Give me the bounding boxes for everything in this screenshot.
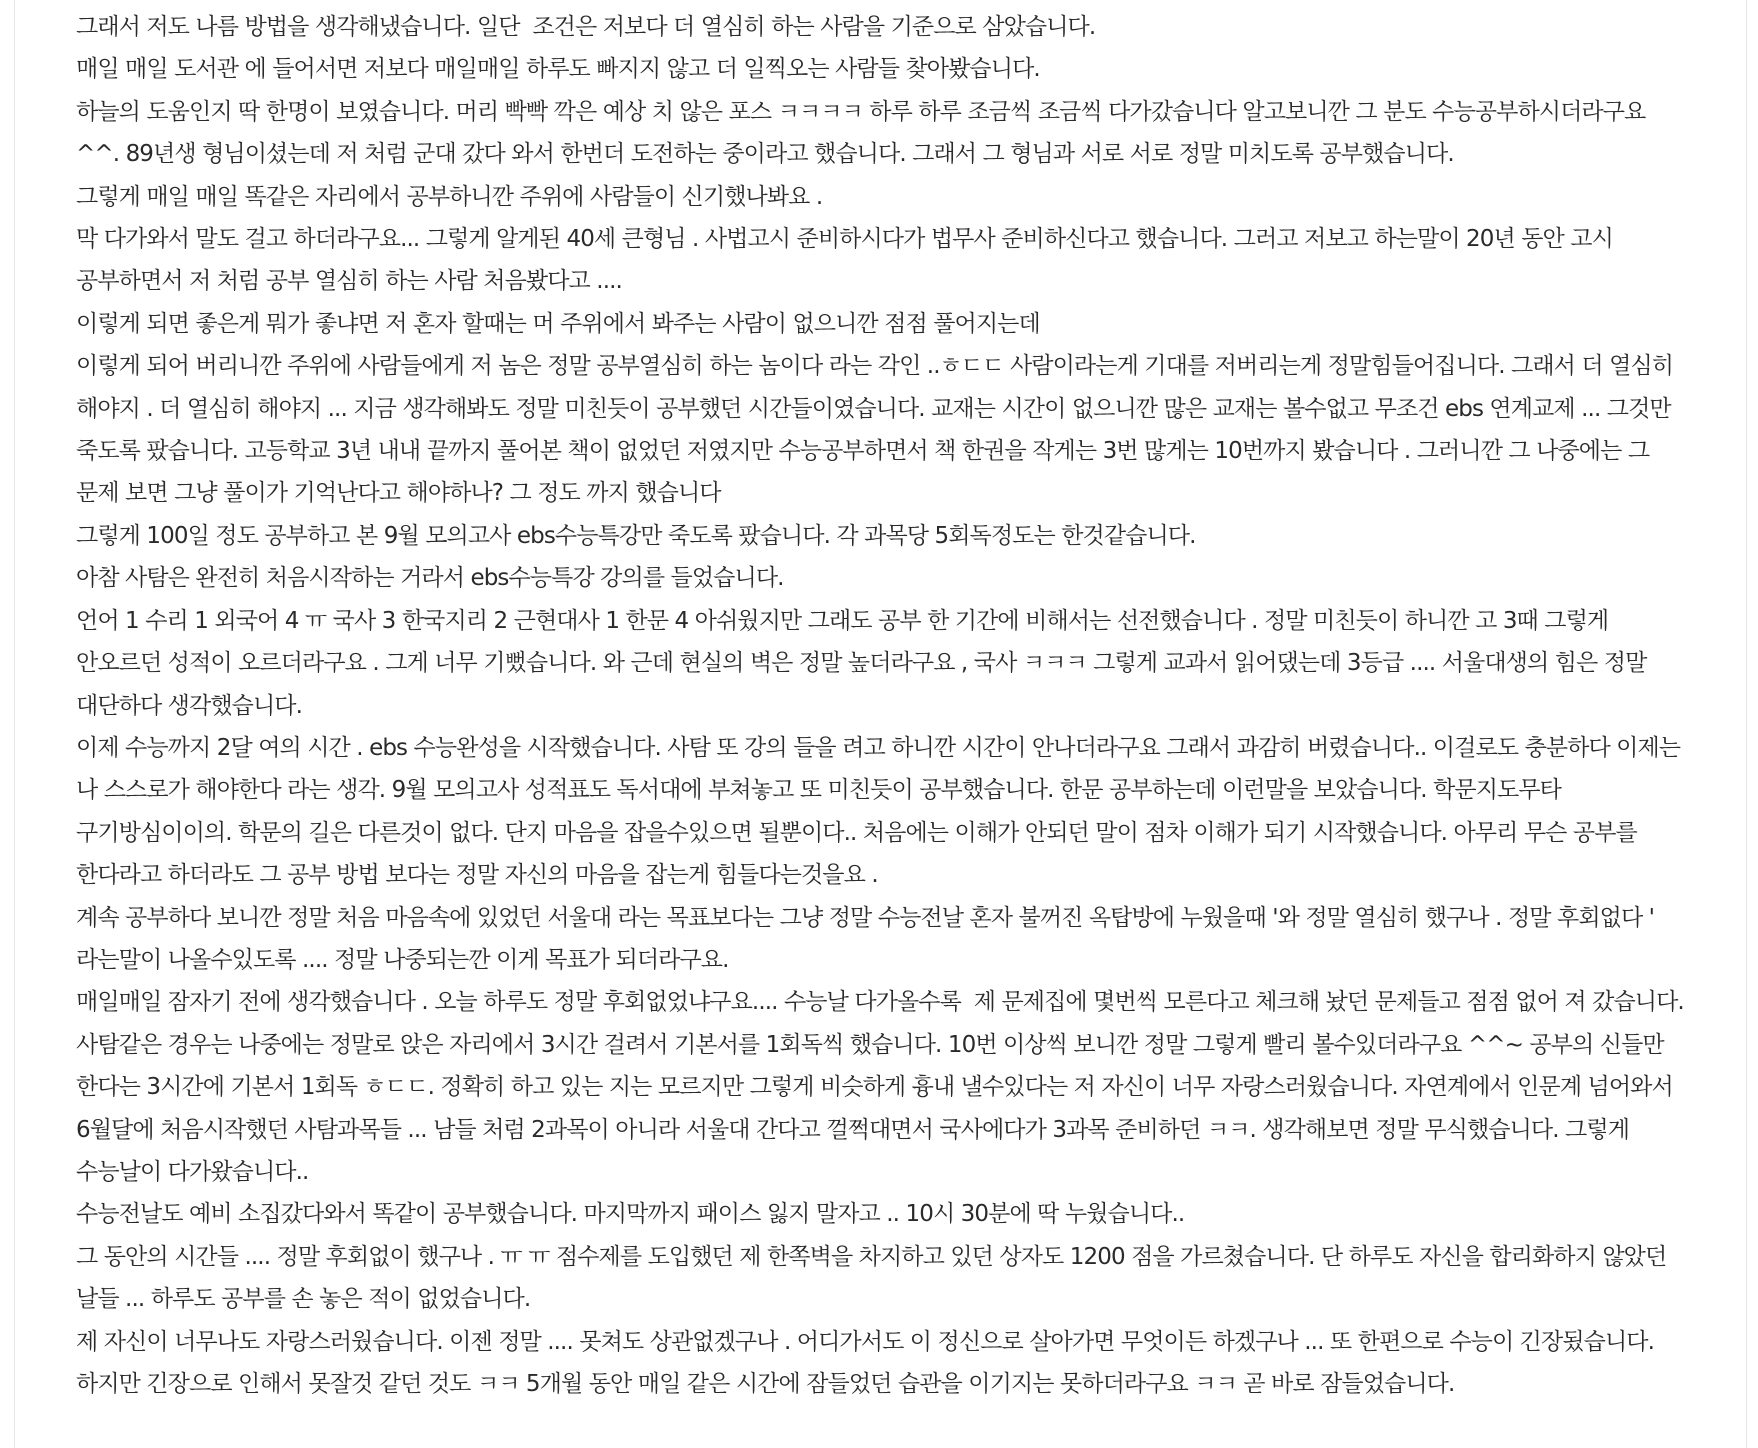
left-border-line — [14, 0, 15, 1448]
paragraph: 하늘의 도움인지 딱 한명이 보였습니다. 머리 빡빡 깍은 예상 치 않은 포스 ㅋㅋㅋㅋ 하루 하루 조금씩 조금씩 다가갔습니다 알고보니깐 그 분도 수능공부하시더라구요 ^^. 89년생 형님이셨는데 저 처럼 군대 갔다 와서 한번더 도전하는 중이라고 했습니다. 그래서 그 형님과 서로 서로 정말 미치도록 공부했습니다. — [76, 98, 1652, 168]
paragraph: 매일매일 잠자기 전에 생각했습니다 . 오늘 하루도 정말 후회없었냐구요.... 수능날 다가올수록 제 문제집에 몇번씩 모른다고 체크해 놨던 문제들고 점점 없어 져 갔습니다. 사탐같은 경우는 나중에는 정말로 앉은 자리에서 3시간 걸려서 기본서를 1회독씩 했습니다. 10번 이상씩 보니깐 정말 그렇게 빨리 볼수있더라구요 ^^~ 공부의 신들만 한다는 3시간에 기본서 1회독 ㅎㄷㄷ. 정확히 하고 있는 지는 모르지만 그렇게 비슷하게 흉내 낼수있다는 저 자신이 너무 자랑스러웠습니다. 자연계에서 인문계 넘어와서 6월달에 처음시작했던 사탐과목들 ... 남들 처럼 2과목이 아니라 서울대 간다고 껄쩍대면서 국사에다가 3과목 준비하던 ㅋㅋ. 생각해보면 정말 무식했습니다. 그렇게 수능날이 다가왔습니다.. — [76, 989, 1691, 1185]
paragraph: 그렇게 매일 매일 똑같은 자리에서 공부하니깐 주위에 사람들이 신기했나봐요 . — [76, 183, 823, 210]
paragraph: 그래서 저도 나름 방법을 생각해냈습니다. 일단 조건은 저보다 더 열심히 하는 사람을 기준으로 삼았습니다. — [76, 14, 1096, 40]
paragraph: 아참 사탐은 완전히 처음시작하는 거라서 ebs수능특강 강의를 들었습니다. — [76, 565, 784, 592]
paragraph: 수능전날도 예비 소집갔다와서 똑같이 공부했습니다. 마지막까지 패이스 잃지 말자고 .. 10시 30분에 딱 누웠습니다.. — [76, 1201, 1185, 1228]
paragraph: 막 다가와서 말도 걸고 하더라구요... 그렇게 알게된 40세 큰형님 . 사법고시 준비하시다가 법무사 준비하신다고 했습니다. 그러고 저보고 하는말이 20년 동안 고시 공부하면서 저 처럼 공부 열심히 하는 사람 처음봤다고 .... — [76, 226, 1620, 295]
right-border-line — [1746, 0, 1747, 1448]
paragraph: 이렇게 되어 버리니깐 주위에 사람들에게 저 놈은 정말 공부열심히 하는 놈이다 라는 각인 ..ㅎㄷㄷ 사람이라는게 기대를 저버리는게 정말힘들어집니다. 그래서 더 열심히 해야지 . 더 열심히 해야지 ... 지금 생각해봐도 정말 미친듯이 공부했던 시간들이였습니다. 교재는 시간이 없으니깐 많은 교재는 볼수없고 무조건 ebs 연계교제 ... 그것만 죽도록 팠습니다. 고등학교 3년 내내 끝까지 풀어본 책이 없었던 저였지만 수능공부하면서 책 한권을 작게는 3번 많게는 10번까지 봤습니다 . 그러니깐 그 나중에는 그 문제 보면 그냥 풀이가 기억난다고 해야하나? 그 정도 까지 했습니다 — [76, 353, 1680, 507]
paragraph: 매일 매일 도서관 에 들어서면 저보다 매일매일 하루도 빠지지 않고 더 일찍오는 사람들 찾아봤습니다. — [76, 56, 1040, 83]
paragraph: 제 자신이 너무나도 자랑스러웠습니다. 이젠 정말 .... 못쳐도 상관없겠구나 . 어디가서도 이 정신으로 살아가면 무엇이든 하겠구나 ... 또 한편으로 수능이 긴장됬습니다. 하지만 긴장으로 인해서 못잘것 같던 것도 ㅋㅋ 5개월 동안 매일 같은 시간에 잠들었던 습관을 이기지는 못하더라구요 ㅋㅋ 곧 바로 잠들었습니다. — [76, 1328, 1661, 1397]
paragraph: 그렇게 100일 정도 공부하고 본 9월 모의고사 ebs수능특강만 죽도록 팠습니다. 각 과목당 5회독정도는 한것같습니다. — [76, 522, 1196, 549]
paragraph: 이렇게 되면 좋은게 뭐가 좋냐면 저 혼자 할때는 머 주위에서 봐주는 사람이 없으니깐 점점 풀어지는데 — [76, 310, 1040, 337]
paragraph: 이제 수능까지 2달 여의 시간 . ebs 수능완성을 시작했습니다. 사탐 또 강의 들을 려고 하니깐 시간이 안나더라구요 그래서 과감히 버렸습니다.. 이걸로도 충분하다 이제는 나 스스로가 해야한다 라는 생각. 9월 모의고사 성적표도 독서대에 부쳐놓고 또 미친듯이 공부했습니다. 한문 공부하는데 이런말을 보았습니다. 학문지도무타 구기방심이이의. 학문의 길은 다른것이 없다. 단지 마음을 잡을수있으면 될뿐이다.. 처음에는 이해가 안되던 말이 점차 이해가 되기 시작했습니다. 아무리 무슨 공부를 한다라고 하더라도 그 공부 방법 보다는 정말 자신의 마음을 잡는게 힘들다는것을요 . — [76, 734, 1687, 889]
paragraph: 계속 공부하다 보니깐 정말 처음 마음속에 있었던 서울대 라는 목표보다는 그냥 정말 수능전날 혼자 불꺼진 옥탑방에 누웠을때 '와 정말 열심히 했구나 . 정말 후회없다 ' 라는말이 나올수있도록 .... 정말 나중되는깐 이게 목표가 되더라구요. — [76, 904, 1661, 973]
article-body — [76, 6, 1691, 1405]
paragraph: 그 동안의 시간들 .... 정말 후회없이 했구나 . ㅠ ㅠ 점수제를 도입했던 제 한쪽벽을 차지하고 있던 상자도 1200 점을 가르쳤습니다. 단 하루도 자신을 합리화하지 않았던 날들 ... 하루도 공부를 손 놓은 적이 없었습니다. — [76, 1243, 1673, 1313]
paragraph: 언어 1 수리 1 외국어 4 ㅠ 국사 3 한국지리 2 근현대사 1 한문 4 아쉬웠지만 그래도 공부 한 기간에 비해서는 선전했습니다 . 정말 미친듯이 하니깐 고 3때 그렇게 안오르던 성적이 오르더라구요 . 그게 너무 기뻤습니다. 와 근데 현실의 벽은 정말 높더라구요 , 국사 ㅋㅋㅋ 그렇게 교과서 읽어댔는데 3등급 .... 서울대생의 힘은 정말 대단하다 생각했습니다. — [76, 607, 1653, 719]
